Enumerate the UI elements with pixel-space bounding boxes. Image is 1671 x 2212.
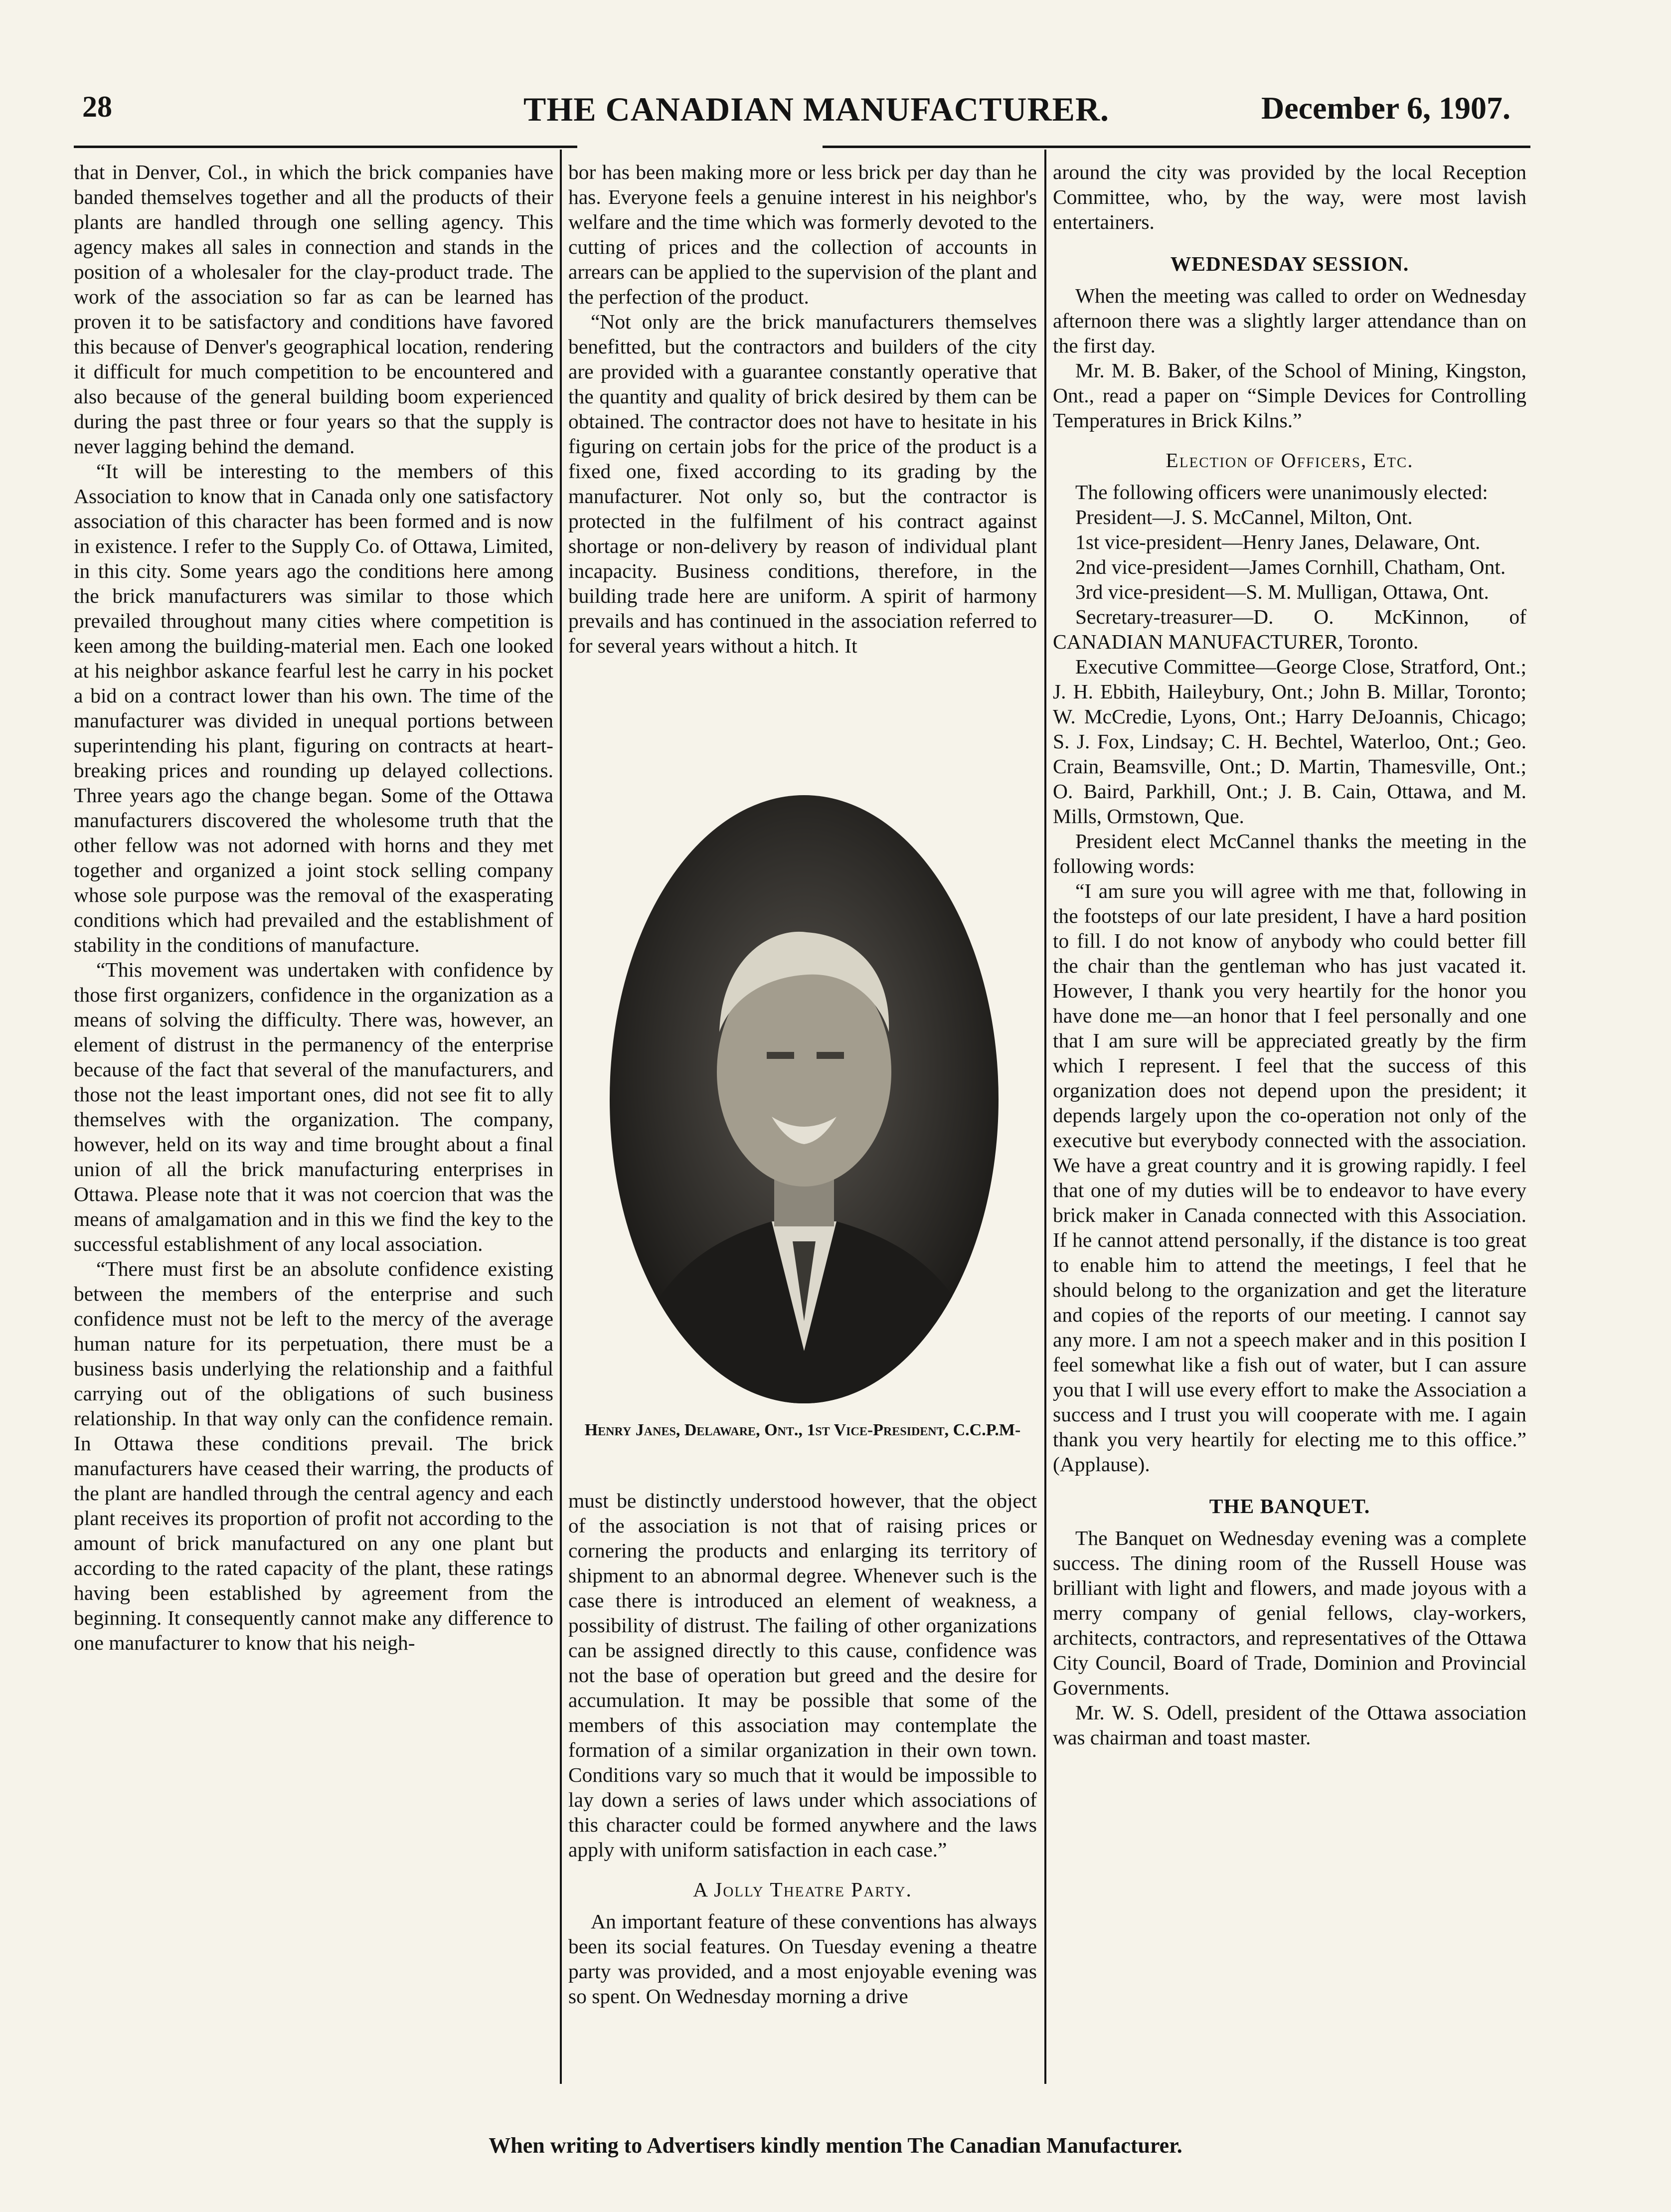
issue-date: December 6, 1907.: [1261, 90, 1510, 126]
paragraph: Mr. W. S. Odell, president of the Ottawa association was chairman and toast master.: [1053, 1701, 1526, 1749]
paragraph: An important feature of these conventions has always been its social features. On Tuesday evening a theatre party was provided, and a most enjoyable evening was so spent. On Wednesday morning a drive: [568, 1910, 1037, 2008]
portrait-caption: Henry Janes, Delaware, Ont., 1st Vice-President, C.C.P.M-: [584, 1421, 1021, 1439]
paragraph: “It will be interesting to the members of this Association to know that in Canada only one satisfactory association of this character has been formed and is now in existence. I refer to the Supply Co. of Ottawa, Limited, in this city. Some years ago the conditions here among the brick manufacturers was similar to those which prevailed throughout many cities where competition is keen among the building-material men. Each one looked at his neighbor askance fearful lest he carry in his pocket a bid on a contract lower than his own. The time of the manufacturer was divided in unequal portions between superintending his plant, figuring on contracts at heart-breaking prices and rounding up delayed collections. Three years ago the change began. Some of the Ottawa manufacturers discovered the wholesome truth that the other fellow was not adorned with horns and they met together and organized a joint stock selling company whose sole purpose was the removal of the exasperating conditions which had prevailed and the establishment of stability in the conditions of manufacture.: [74, 460, 553, 956]
column-divider-1: [560, 150, 562, 2084]
section-heading-theatre-party: A Jolly Theatre Party.: [693, 1878, 912, 1901]
paragraph: around the city was provided by the local Reception Committee, who, by the way, were most lavish entertainers.: [1053, 161, 1526, 233]
officer-entry: 1st vice-president—Henry Janes, Delaware, Ont.: [1075, 530, 1481, 553]
paragraph: President elect McCannel thanks the meeting in the following words:: [1053, 830, 1526, 877]
officer-entry: President—J. S. McCannel, Milton, Ont.: [1075, 506, 1413, 528]
paragraph: bor has been making more or less brick per day than he has. Everyone feels a genuine interest in his neighbor's welfare and the time which was formerly devoted to the cutting of prices and the collection of accounts in arrears can be applied to the supervision of the plant and the perfection of the product.: [568, 161, 1037, 308]
officer-entry: 3rd vice-president—S. M. Mulligan, Ottawa, Ont.: [1075, 580, 1489, 603]
section-heading-wednesday-session: WEDNESDAY SESSION.: [1170, 252, 1409, 275]
paragraph: “I am sure you will agree with me that, following in the footsteps of our late president, I have a hard position to fill. I do not know of anybody who could better fill the chair than the gentleman who has just vacated it. However, I thank you very heartily for the honor you have done me—an honor that I feel personally and one that I am sure will be appreciated greatly by the firm which I represent. I feel that the success of this organization does not depend upon the president; it depends largely upon the co-operation not only of the executive but everybody connected with the association. We have a great country and it is growing rapidly. I feel that one of my duties will be to endeavor to have every brick maker in Canada connected with this Association. If he cannot attend personally, if the distance is too great to enable him to attend the meetings, I feel that he should belong to the organization and get the literature and copies of the reports of our meeting. I cannot say any more. I am not a speech maker and in this position I feel somewhat like a fish out of water, but I can assure you that I will use every effort to make the Association a success and I trust you will cooperate with me. I again thank you very heartily for electing me to this office.” (Applause).: [1053, 879, 1526, 1476]
column-2-top: [568, 160, 1037, 658]
paragraph: must be distinctly understood however, that the object of the association is not that of raising prices or cornering the products and enlarging its territory of shipment to an abnormal degree. Whenever such is the case there is introduced an element of weakness, a possibility of distrust. The failing of other organizations can be assigned directly to this cause, confidence was not the base of operation but greed and the desire for accumulation. It may be possible that some of the members of this association may contemplate the formation of a similar organization in their own town. Conditions vary so much that it would be impossible to lay down a series of laws under which associations of this character could be formed anywhere and the laws apply with uniform satisfaction in each case.”: [568, 1489, 1037, 1861]
paragraph: “This movement was undertaken with confidence by those first organizers, confidence in the organization as a means of solving the difficulty. There was, however, an element of distrust in the permanency of the enterprise because of the fact that several of the manufacturers, and those not the least important ones, did not see fit to ally themselves with the organization. The company, however, held on its way and time brought about a final union of all the brick manufacturing enterprises in Ottawa. Please note that it was not coercion that was the means of amalgamation and in this we find the key to the successful establishment of any local association.: [74, 958, 553, 1255]
column-divider-2: [1044, 150, 1046, 2084]
paragraph: When the meeting was called to order on Wednesday afternoon there was a slightly larger attendance than on the first day.: [1053, 284, 1526, 357]
officer-entry: Secretary-treasurer—D. O. McKinnon, of CANADIAN MANUFACTURER, Toronto.: [1053, 605, 1526, 653]
header-rule-right: [823, 146, 1530, 148]
paragraph: “There must first be an absolute confidence existing between the members of the enterprise and such confidence must not be left to the mercy of the average human nature for its perpetuation, there must be a business basis underlying the relationship and a faithful carrying out of the obligations of such business relationship. In that way only can the confidence remain. In Ottawa these conditions prevail. The brick manufacturers have ceased their warring, the products of the plant are handled through the central agency and each plant receives its proportion of profit not according to the amount of brick manufactured on any one plant but according to the rated capacity of the plant, these ratings having been established by agreement from the beginning. It consequently cannot make any difference to one manufacturer to know that his neigh-: [74, 1257, 553, 1654]
footer-notice: When writing to Advertisers kindly mention The Canadian Manufacturer.: [489, 2133, 1182, 2158]
paragraph: “Not only are the brick manufacturers themselves benefitted, but the contractors and builders of the city are provided with a guarantee constantly operative that the quantity and quality of brick desired by them can be obtained. The contractor does not have to hesitate in his figuring on certain jobs for the price of the product is a fixed one, fixed according to its grading by the manufacturer. Not only so, but the contractor is protected in the fulfilment of his contract against shortage or non-delivery by reason of individual plant incapacity. Business conditions, therefore, in the building trade here are uniform. A spirit of harmony prevails and has continued in the association referred to for several years without a hitch. It: [568, 310, 1037, 657]
page-number: 28: [82, 90, 112, 123]
column-1: [74, 160, 553, 1655]
officer-entry: Executive Committee—George Close, Stratford, Ont.; J. H. Ebbith, Haileybury, Ont.; John B. Millar, Toronto; W. McCredie, Lyons, Ont.; Harry DeJoannis, Chicago; S. J. Fox, Lindsay; C. H. Bechtel, Waterloo, Ont.; Geo. Crain, Beamsville, Ont.; D. Martin, Thamesville, Ont.; O. Baird, Parkhill, Ont.; J. B. Cain, Ottawa, and M. Mills, Ormstown, Que.: [1053, 655, 1526, 828]
section-heading-election: Election of Officers, Etc.: [1166, 449, 1414, 472]
officer-entry: 2nd vice-president—James Cornhill, Chatham, Ont.: [1075, 555, 1506, 578]
paragraph: The following officers were unanimously elected:: [1075, 481, 1488, 504]
header-rule-left: [74, 146, 577, 148]
column-3: [1053, 160, 1526, 1750]
portrait-photo: [607, 793, 1001, 1406]
paragraph: The Banquet on Wednesday evening was a complete success. The dining room of the Russell House was brilliant with light and flowers, and made joyous with a merry company of genial fellows, clay-workers, architects, contractors, and representatives of the Ottawa City Council, Board of Trade, Dominion and Provincial Governments.: [1053, 1527, 1526, 1699]
column-2-bottom: [568, 1488, 1037, 2009]
section-heading-banquet: THE BANQUET.: [1209, 1495, 1370, 1518]
paragraph: Mr. M. B. Baker, of the School of Mining, Kingston, Ont., read a paper on “Simple Devices for Controlling Temperatures in Brick Kilns.”: [1053, 359, 1526, 432]
publication-title: THE CANADIAN MANUFACTURER.: [523, 90, 1110, 128]
paragraph: that in Denver, Col., in which the brick companies have banded themselves together and all the products of their plants are handled through one selling agency. This agency makes all sales in connection and stands in the position of a wholesaler for the clay-product trade. The work of the association so far as can be learned has proven it to be satisfactory and conditions have favored this because of Denver's geographical location, rendering it difficult for much competition to be encountered and also because of the general building boom experienced during the past three or four years so that the supply is never lagging behind the demand.: [74, 161, 553, 458]
